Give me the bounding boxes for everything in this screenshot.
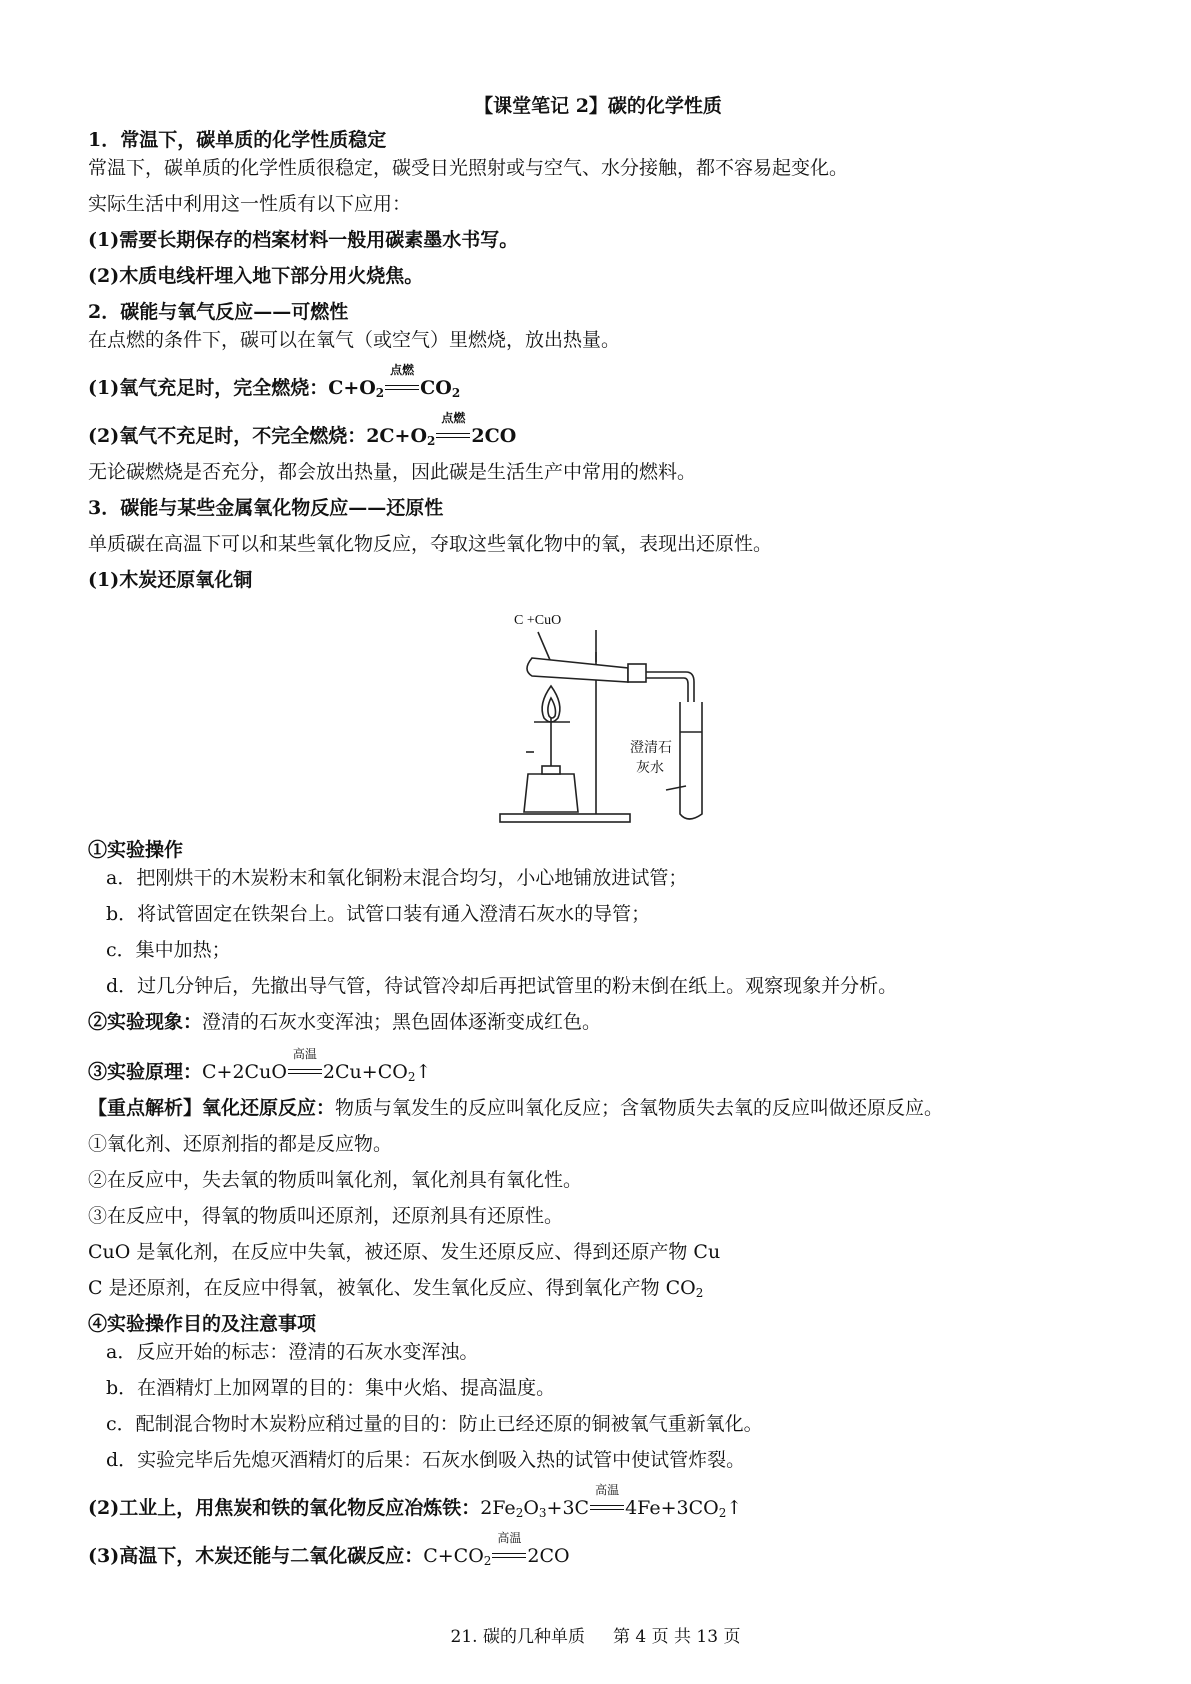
- key-point: CuO 是氧化剂，在反应中失氧，被还原、发生还原反应、得到还原产物 Cu: [88, 1241, 721, 1263]
- reaction-condition: 高温: [491, 1546, 527, 1566]
- apparatus-diagram: [478, 602, 738, 830]
- limewater-label-1: 澄清石: [630, 740, 672, 756]
- key-point: ①氧化剂、还原剂指的都是反应物。: [88, 1133, 393, 1155]
- reaction-condition: 高温: [287, 1062, 323, 1082]
- reaction-condition: 点燃: [435, 426, 471, 446]
- note-item: a．反应开始的标志：澄清的石灰水变浑浊。: [106, 1341, 479, 1363]
- operation-heading: ①实验操作: [88, 839, 184, 861]
- reactant-label: C +CuO: [514, 613, 562, 628]
- section-3-paragraph: 单质碳在高温下可以和某些氧化物反应，夺取这些氧化物中的氧，表现出还原性。: [88, 533, 773, 555]
- document-page: [88, 92, 1108, 1570]
- section-2-paragraph: 无论碳燃烧是否充分，都会放出热量，因此碳是生活生产中常用的燃料。: [88, 461, 697, 483]
- equation-complete-combustion: (1)氧气充足时，完全燃烧：$C+O_2$ 点燃 $CO_2$: [88, 363, 461, 400]
- section-1-heading: 1．常温下，碳单质的化学性质稳定: [88, 129, 387, 151]
- section-1-paragraph: 实际生活中利用这一性质有以下应用：: [88, 193, 412, 215]
- key-analysis-line: 【重点解析】氧化还原反应：物质与氧发生的反应叫氧化反应；含氧物质失去氧的反应叫做还原反应。: [88, 1097, 944, 1119]
- key-point: ②在反应中，失去氧的物质叫氧化剂，氧化剂具有氧化性。: [88, 1169, 583, 1191]
- key-point: C 是还原剂，在反应中得氧，被氧化、发生氧化反应、得到氧化产物 $CO_2$: [88, 1277, 704, 1300]
- limewater-label-2: 灰水: [636, 760, 664, 776]
- phenomenon-line: ②实验现象：澄清的石灰水变浑浊；黑色固体逐渐变成红色。: [88, 1011, 602, 1033]
- application-item: (1)需要长期保存的档案材料一般用碳素墨水书写。: [88, 229, 519, 251]
- operation-step: a．把刚烘干的木炭粉末和氧化铜粉末混合均匀，小心地铺放进试管；: [106, 867, 688, 889]
- page-title: 【课堂笔记 2】碳的化学性质: [474, 95, 722, 117]
- section-2-heading: 2．碳能与氧气反应——可燃性: [88, 301, 349, 323]
- note-item: b．在酒精灯上加网罩的目的：集中火焰、提高温度。: [106, 1377, 556, 1399]
- application-item: (2)木质电线杆埋入地下部分用火烧焦。: [88, 265, 424, 287]
- note-item: c．配制混合物时木炭粉应稍过量的目的：防止已经还原的铜被氧气重新氧化。: [106, 1413, 763, 1435]
- iron-smelting-equation: (2)工业上，用焦炭和铁的氧化物反应冶炼铁：$2Fe_2O_3+3C$ 高温 $4Fe+3CO_2↑$: [88, 1483, 743, 1520]
- key-point: ③在反应中，得氧的物质叫还原剂，还原剂具有还原性。: [88, 1205, 564, 1227]
- reaction-condition: 高温: [589, 1498, 625, 1518]
- page-footer: [0, 1622, 1191, 1647]
- equation-incomplete-combustion: (2)氧气不充足时，不完全燃烧：$2C+O_2$ 点燃 2CO: [88, 411, 517, 448]
- operation-step: d．过几分钟后，先撤出导气管，待试管冷却后再把试管里的粉末倒在纸上。观察现象并分析。: [106, 975, 898, 997]
- footer-page-number: 第 4 页 共 13 页: [612, 1627, 741, 1647]
- principle-line: ③实验原理：C+2CuO 高温 $2Cu+CO_2↑$: [88, 1047, 432, 1084]
- section-3-subheading: (1)木炭还原氧化铜: [88, 569, 253, 591]
- footer-document-name: 21. 碳的几种单质: [450, 1627, 585, 1647]
- operation-step: c．集中加热；: [106, 939, 231, 961]
- notes-heading: ④实验操作目的及注意事项: [88, 1313, 317, 1335]
- section-3-heading: 3．碳能与某些金属氧化物反应——还原性: [88, 497, 444, 519]
- reaction-condition: 点燃: [384, 378, 420, 398]
- section-1-paragraph: 常温下，碳单质的化学性质很稳定，碳受日光照射或与空气、水分接触，都不容易起变化。: [88, 157, 849, 179]
- carbon-dioxide-equation: (3)高温下，木炭还能与二氧化碳反应：$C+CO_2$ 高温 2CO: [88, 1531, 570, 1568]
- note-item: d．实验完毕后先熄灭酒精灯的后果：石灰水倒吸入热的试管中使试管炸裂。: [106, 1449, 746, 1471]
- section-2-paragraph: 在点燃的条件下，碳可以在氧气（或空气）里燃烧，放出热量。: [88, 329, 621, 351]
- apparatus-figure: [88, 602, 1108, 830]
- operation-step: b．将试管固定在铁架台上。试管口装有通入澄清石灰水的导管；: [106, 903, 651, 925]
